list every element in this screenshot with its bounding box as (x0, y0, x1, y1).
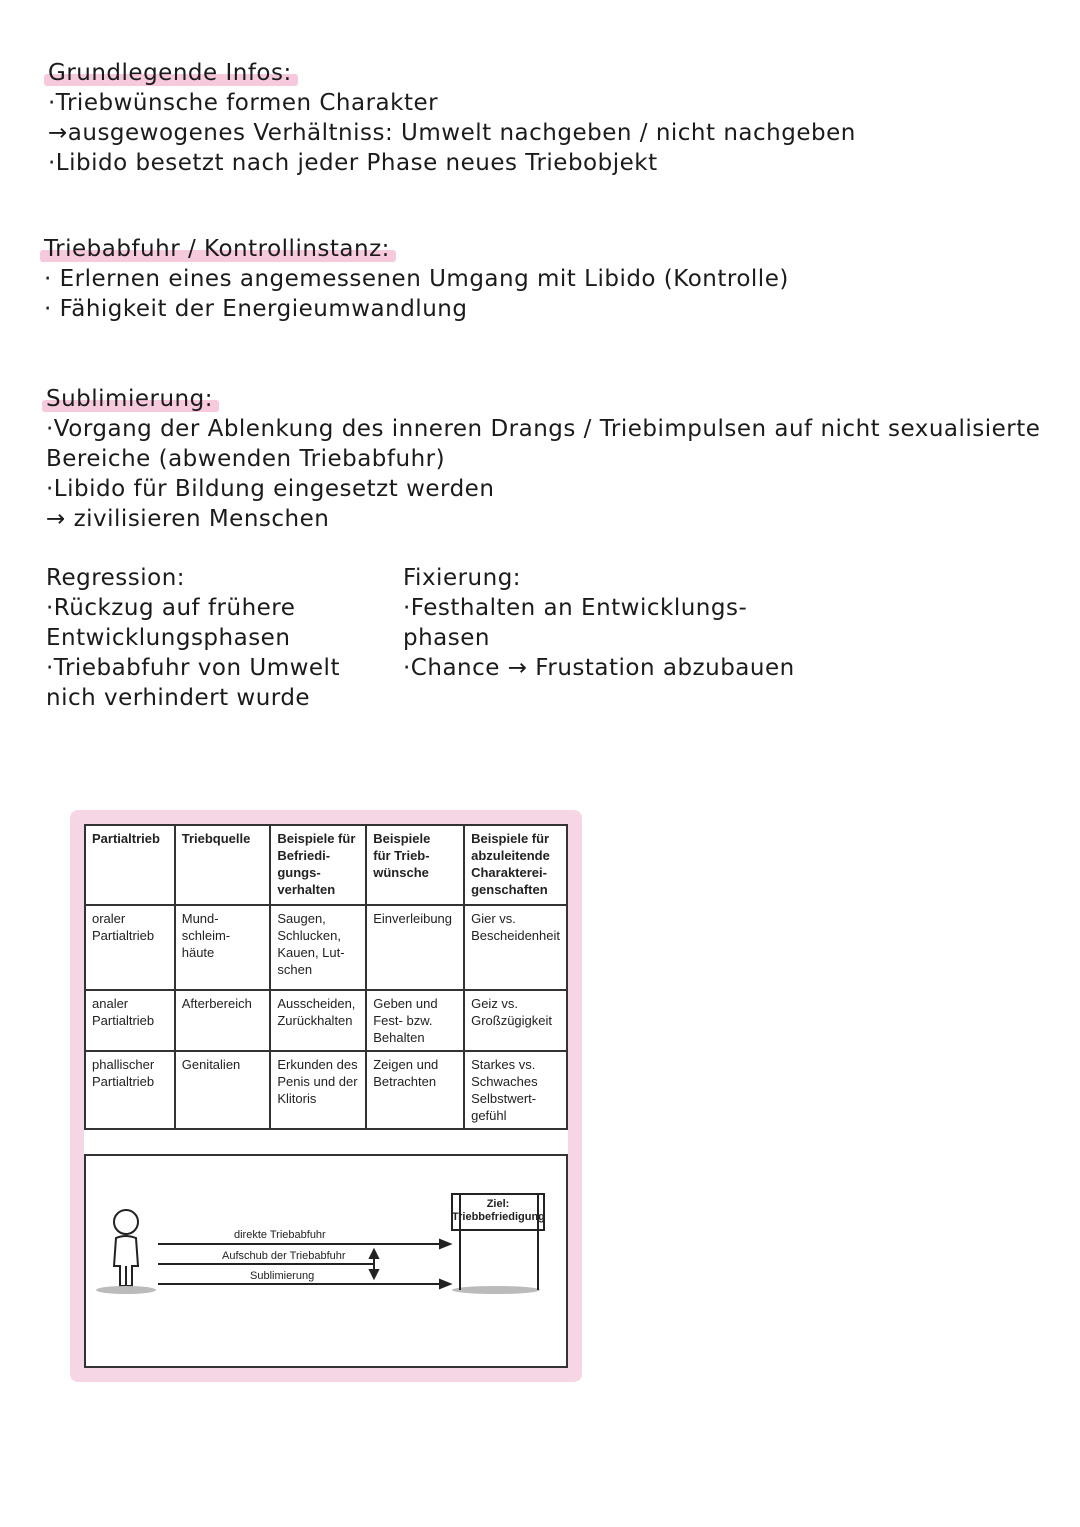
goal-label-line: Ziel: (486, 1198, 510, 1210)
note-line: Bereiche (abwenden Triebabfuhr) (46, 446, 446, 472)
goal-label (452, 1198, 544, 1224)
table-cell: analer Partialtrieb (85, 990, 175, 1051)
table-cell: Gier vs. Bescheidenheit (464, 905, 567, 990)
table-cell: Saugen, Schlucken, Kauen, Lut- schen (270, 905, 366, 990)
table-cell: Erkunden des Penis und der Klitoris (270, 1051, 366, 1129)
note-line: Entwicklungsphasen (46, 625, 291, 651)
ground-shadow (452, 1286, 540, 1294)
heading-grundlegende-infos: Grundlegende Infos: (48, 60, 292, 86)
ground-shadow (96, 1286, 156, 1294)
note-line: → zivilisieren Menschen (46, 506, 330, 532)
table-cell: Einverleibung (366, 905, 464, 990)
note-line: nich verhindert wurde (46, 685, 311, 711)
section-regression (46, 563, 340, 713)
table-cell: Starkes vs. Schwaches Selbstwert- gefühl (464, 1051, 567, 1129)
table-row (85, 1051, 567, 1129)
note-line: phasen (403, 625, 490, 651)
figure-frame (70, 810, 582, 1382)
heading-triebabfuhr: Triebabfuhr / Kontrollinstanz: (44, 236, 390, 262)
heading-fixierung: Fixierung: (403, 565, 522, 591)
arrow-label-direkte: direkte Triebabfuhr (234, 1229, 326, 1241)
table-cell: oraler Partialtrieb (85, 905, 175, 990)
note-line: ·Rückzug auf frühere (46, 595, 296, 621)
table-cell: Geben und Fest- bzw. Behalten (366, 990, 464, 1051)
heading-regression: Regression: (46, 565, 186, 591)
table-cell: phallischer Partialtrieb (85, 1051, 175, 1129)
table-row (85, 905, 567, 990)
table-header-cell: Triebquelle (175, 825, 271, 905)
section-triebabfuhr (44, 234, 789, 324)
table-cell: Ausscheiden, Zurückhalten (270, 990, 366, 1051)
arrow-label-sublimierung: Sublimierung (250, 1270, 315, 1282)
table-row (85, 990, 567, 1051)
table-header-row (85, 825, 567, 905)
table-cell: Zeigen und Betrachten (366, 1051, 464, 1129)
arrow-label-aufschub: Aufschub der Triebabfuhr (222, 1250, 346, 1262)
note-line: ·Libido besetzt nach jeder Phase neues Triebobjekt (48, 150, 658, 176)
table-cell: Afterbereich (175, 990, 271, 1051)
table-header-cell: Beispiele für Befriedi- gungs- verhalten (270, 825, 366, 905)
table-header-cell: Beispiele für abzuleitende Charakterei- genschaften (464, 825, 567, 905)
note-line: ·Chance → Frustation abzubauen (403, 655, 795, 681)
section-fixierung (403, 563, 795, 683)
note-line: ·Triebwünsche formen Charakter (48, 90, 439, 116)
table-header-cell: Beispiele für Trieb- wünsche (366, 825, 464, 905)
table-cell: Geiz vs. Großzügigkeit (464, 990, 567, 1051)
section-sublimierung (46, 384, 1040, 534)
note-line: ·Vorgang der Ablenkung des inneren Drangs / Triebimpulsen auf nicht sexualisierte (46, 416, 1041, 442)
note-line: ·Triebabfuhr von Umwelt (46, 655, 340, 681)
note-line: →ausgewogenes Verhältniss: Umwelt nachgeben / nicht nachgeben (48, 120, 856, 146)
table-cell: Mund- schleim- häute (175, 905, 271, 990)
heading-sublimierung: Sublimierung: (46, 386, 213, 412)
figure-content (84, 824, 568, 1368)
note-line: ·Festhalten an Entwicklungs- (403, 595, 748, 621)
note-line: · Erlernen eines angemessenen Umgang mit Libido (Kontrolle) (44, 266, 789, 292)
triebabfuhr-diagram (84, 1154, 568, 1368)
table-header-cell: Partialtrieb (85, 825, 175, 905)
note-line: · Fähigkeit der Energieumwandlung (44, 296, 468, 322)
note-line: ·Libido für Bildung eingesetzt werden (46, 476, 495, 502)
partialtrieb-table (84, 824, 568, 1130)
goal-label-line: Triebbefriedigung (452, 1211, 545, 1223)
section-grundlegende-infos (48, 58, 856, 178)
table-cell: Genitalien (175, 1051, 271, 1129)
